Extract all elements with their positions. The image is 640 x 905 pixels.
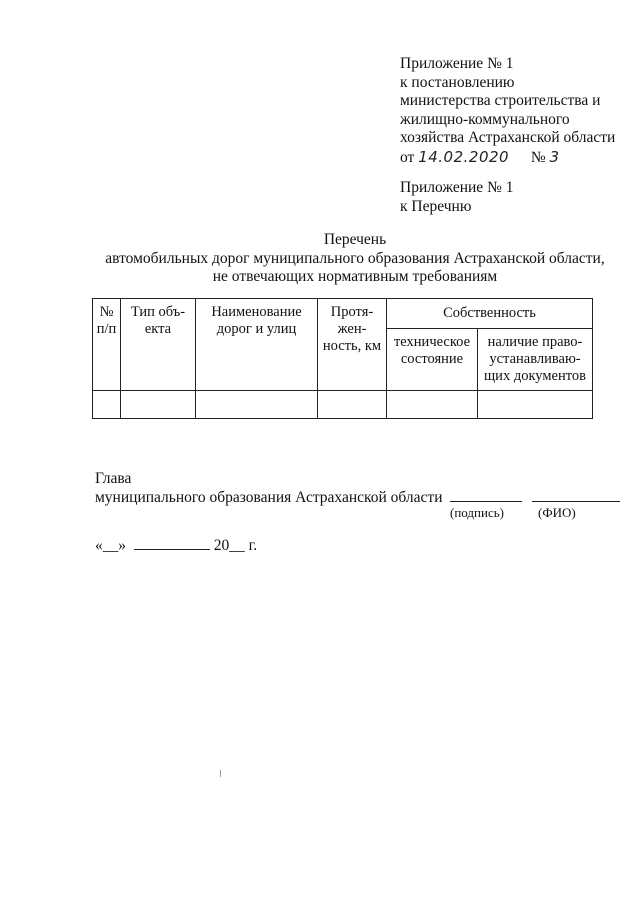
document-title (0, 231, 640, 287)
signature-head: Глава (95, 470, 132, 487)
handwritten-number: 3 (549, 147, 560, 166)
title-line-2: автомобильных дорог муниципального образования Астраханской области, (105, 249, 605, 267)
header-ownership: Собственность (387, 299, 593, 329)
cell-ownership-documents[interactable] (478, 391, 593, 419)
name-caption: (ФИО) (538, 505, 576, 520)
signature-caption: (подпись) (450, 505, 504, 520)
cell-number[interactable] (93, 391, 121, 419)
table-header-row (93, 299, 593, 329)
title-line-1: Перечень (323, 231, 387, 248)
appendix2-title: Приложение № 1 (400, 179, 514, 196)
header-number: № п/п (93, 299, 121, 391)
header-ownership-documents: наличие право- устанавливаю- щих документов (478, 329, 593, 391)
header-length: Протя- жен- ность, км (318, 299, 387, 391)
cell-length[interactable] (318, 391, 387, 419)
table-row (93, 391, 593, 419)
header-object-type: Тип объ- екта (121, 299, 196, 391)
appendix2-subtitle: к Перечню (400, 198, 472, 215)
signature-field[interactable] (450, 489, 522, 502)
header-road-name: Наименование дорог и улиц (196, 299, 318, 391)
day-field[interactable]: «__» (95, 537, 126, 554)
month-field[interactable] (134, 537, 210, 550)
handwritten-date: 14.02.2020 (418, 147, 510, 166)
appendix-date-line (400, 148, 630, 168)
cell-technical-state[interactable] (387, 391, 478, 419)
signature-org: муниципального образования Астраханской области (95, 489, 443, 506)
title-line-3: не отвечающих нормативным требованиям (212, 268, 498, 285)
scan-mark (220, 770, 221, 777)
appendix-header (400, 55, 630, 167)
year-field[interactable]: 20__ г. (213, 537, 258, 554)
signature-block (95, 469, 620, 507)
cell-road-name[interactable] (196, 391, 318, 419)
roads-table (92, 298, 593, 419)
appendix-line-4: жилищно-коммунального (400, 110, 570, 128)
appendix-to-list (400, 178, 513, 216)
appendix-line-3: министерства строительства и (400, 92, 601, 109)
signature-date-line (95, 537, 257, 555)
from-prefix: от (400, 148, 415, 166)
header-technical-state: техническое состояние (387, 329, 478, 391)
number-prefix: № (530, 148, 546, 166)
cell-object-type[interactable] (121, 391, 196, 419)
appendix-title: Приложение № 1 (400, 55, 514, 72)
full-name-field[interactable] (532, 489, 620, 502)
appendix-line-5: хозяйства Астраханской области (400, 129, 616, 146)
appendix-line-2: к постановлению (400, 73, 515, 91)
